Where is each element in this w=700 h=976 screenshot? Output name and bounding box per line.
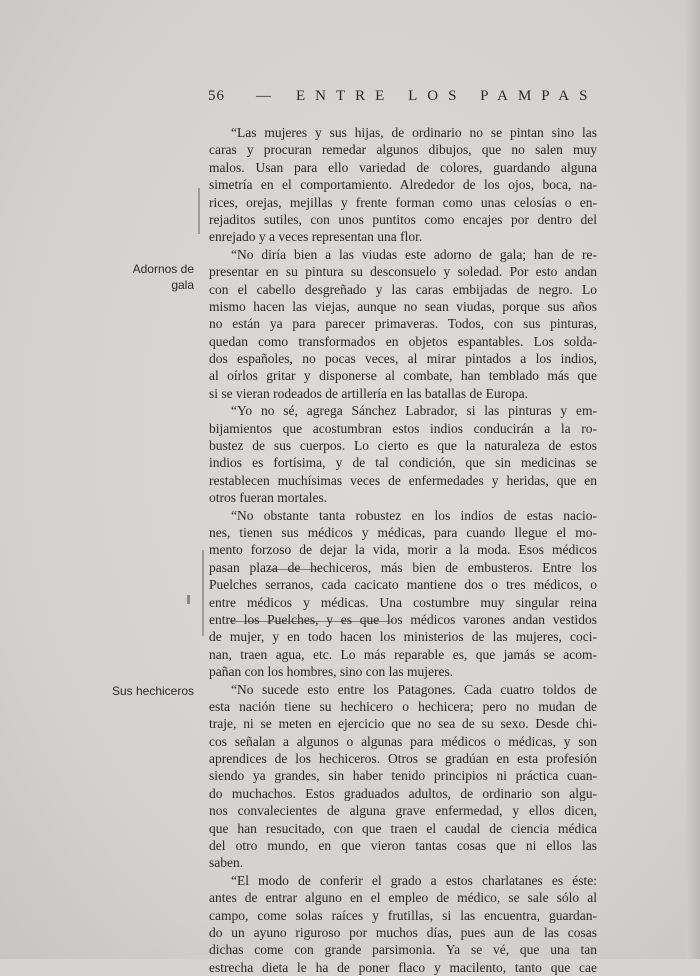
- text-line: malos. Usan para ello variedad de colores, guardando alguna: [209, 159, 597, 175]
- text-line: “No diría bien a las viudas este adorno de gala; han de re-: [231, 246, 597, 262]
- text-line: entre médicos y médicas. Una costumbre muy singular reina: [209, 594, 597, 610]
- text-line: “Las mujeres y sus hijas, de ordinario no se pintan sino las: [231, 125, 597, 140]
- text-line: rices, orejas, mejillas y frente forman como unas celosías o en-: [209, 194, 597, 210]
- margin-note-adornos: Adornos de gala: [132, 262, 194, 292]
- pencil-mark: [202, 550, 204, 636]
- text-line: no están ya para parecer primaveras. Todos, con sus pinturas,: [209, 316, 597, 332]
- text-line: cos señalan a algunos o algunas para médicos o médicas, y son: [209, 733, 597, 749]
- text-line: antes de entrar alguno en el empleo de médico, se sale sólo al: [209, 890, 597, 906]
- body-text: [209, 124, 597, 976]
- text-line: siendo ya grandes, sin haber tenido principios ni práctica cuan-: [209, 768, 597, 784]
- text-line: “No obstante tanta robustez en los indios de estas nacio-: [231, 507, 597, 523]
- pencil-mark: [198, 188, 200, 234]
- text-line: caras y procuran remedar algunos dibujos, que no salen muy: [209, 142, 597, 158]
- text-line: enrejado y a veces representan una flor.: [209, 229, 423, 245]
- text-line: mismo hacen las viejas, aunque no sean viudas, porque sus años: [209, 298, 597, 314]
- text-line: pañan con los hombres, sino con las mujeres.: [209, 664, 454, 680]
- text-line: entre los Puelches, y es que los médicos varones andan vestidos: [209, 611, 597, 627]
- text-line: al oírlos gritar y disponerse al combate, han temblado más que: [209, 368, 597, 384]
- text-line: nos convalecientes de alguna grave enfermedad, y ellos dicen,: [209, 803, 597, 819]
- page-number: 56: [208, 88, 225, 104]
- text-line: mento forzoso de dejar la vida, morir a la moda. Esos médicos: [209, 542, 597, 558]
- text-line: presentar en su pintura su desconsuelo y soledad. Por esto andan: [209, 264, 597, 280]
- text-line: do un ayuno riguroso por muchos días, pues aun de las cosas: [209, 924, 597, 940]
- text-line: Puelches serranos, cada cacicato mantiene dos o tres médicos, o: [209, 577, 597, 593]
- text-line: del otro mundo, en que vieron tantas cosas que ni ellos las: [209, 838, 597, 854]
- text-line: que han resucitado, con que traen el caudal de ciencia médica: [209, 820, 597, 836]
- header-dash: —: [256, 88, 271, 104]
- text-line: dos españoles, no pocas veces, al mirar pintados a los indios,: [209, 351, 597, 367]
- text-line: “Yo no sé, agrega Sánchez Labrador, si las pinturas y em-: [231, 403, 597, 419]
- text-line: bijamientos que acostumbran estos indios conducirán a la ro-: [209, 420, 597, 436]
- text-line: campo, come solas raíces y frutillas, si las encuentra, guardan-: [209, 907, 597, 923]
- margin-note-hechiceros: Sus hechiceros: [111, 684, 194, 698]
- text-line: con el cabello desgreñado y las caras embijadas de negro. Lo: [209, 281, 597, 297]
- text-line: dichas come con grande parsimonia. Ya se vé, que una tan: [209, 942, 597, 958]
- text-line: “El modo de conferir el grado a estos charlatanes es éste:: [231, 872, 597, 888]
- text-line: quedan como transformados en objetos espantables. Los solda-: [209, 333, 597, 349]
- text-line: traje, ni se meten en ejercicio que no sea de su sexo. Desde chi-: [209, 716, 597, 732]
- text-line: “No sucede esto entre los Patagones. Cada cuatro toldos de: [231, 681, 597, 697]
- text-line: esta nación tiene su hechicero o hechicera; pero no mudan de: [209, 698, 597, 714]
- text-line: nan, traen agua, etc. Lo más reparable es, que jamás se acom-: [209, 646, 597, 662]
- text-line: rejaditos sutiles, con unos puntitos como encajes por dentro del: [209, 211, 597, 227]
- pencil-tick: [187, 595, 190, 604]
- page-edge: [686, 0, 700, 959]
- text-line: aprendices de los hechiceros. Otros se gradúan en esta profesión: [209, 751, 597, 767]
- text-line: nes, tienen sus médicos y médicas, para cuando llegue el mo-: [209, 524, 597, 540]
- text-line: pasan plaza de hechiceros, más bien de embusteros. Entre los: [209, 559, 597, 575]
- text-line: simetría en el comportamiento. Alrededor de los ojos, boca, na-: [209, 177, 597, 193]
- text-line: otros fueran mortales.: [209, 490, 328, 506]
- text-line: indios es fortísima, y de tal condición, que sin medicinas se: [209, 455, 597, 471]
- text-line: do muchachos. Estos graduados adultos, de ordinario son algu-: [209, 785, 597, 801]
- text-line: bustez de sus cuerpos. Lo cierto es que la naturaleza de estos: [209, 438, 597, 454]
- text-line: saben.: [209, 855, 244, 871]
- text-line: de mujer, y en todo hacen los ministerios de las mujeres, coci-: [209, 629, 597, 645]
- text-line: estrecha dieta le ha de poner flaco y macilento, tanto que cae: [209, 959, 597, 975]
- text-line: si se vieran rodeados de artillería en las batallas de Europa.: [209, 385, 528, 401]
- running-header: [208, 88, 598, 110]
- running-title: ENTRE LOS PAMPAS: [296, 88, 598, 104]
- text-line: restablecen muchísimas veces de enfermedades y heridas, que en: [209, 472, 597, 488]
